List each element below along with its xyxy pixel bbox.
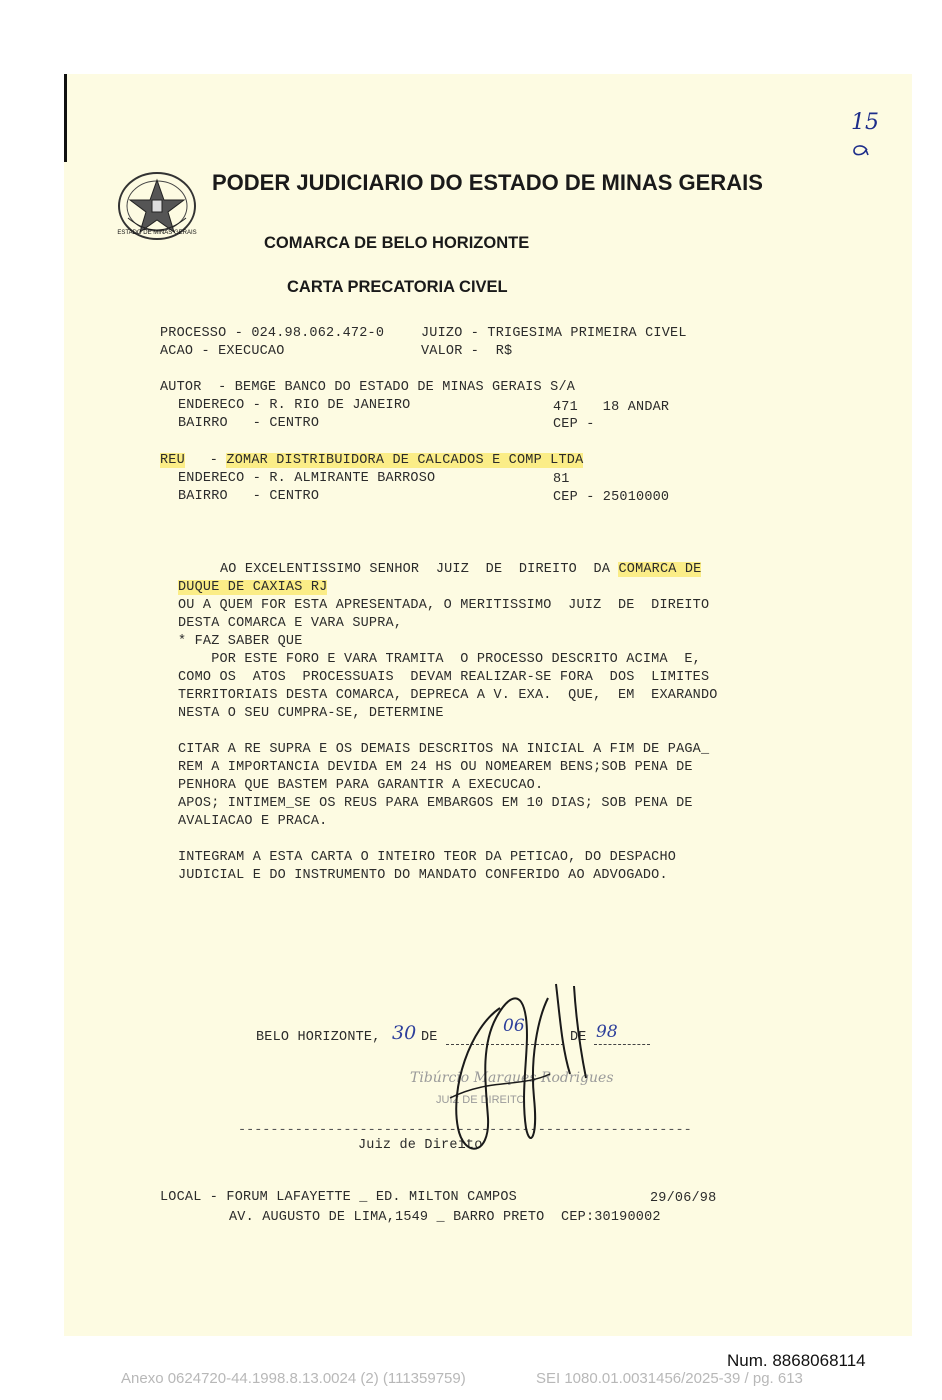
- reu-bairro: BAIRRO - CENTRO: [178, 489, 320, 504]
- signature-role: Juiz de Direito: [358, 1138, 483, 1153]
- greeting-text: AO EXCELENTISSIMO SENHOR JUIZ DE DIREITO DA: [220, 562, 619, 577]
- judge-stamp-role: JUIZ DE DIREITO: [436, 1094, 526, 1106]
- document-type-title: CARTA PRECATORIA CIVEL: [287, 278, 508, 296]
- reu-line: [160, 453, 583, 468]
- signature-day: 30: [392, 1022, 417, 1044]
- reu-cep: CEP - 25010000: [553, 490, 670, 505]
- signature-city: BELO HORIZONTE,: [256, 1030, 381, 1045]
- body-line: DESTA COMARCA E VARA SUPRA,: [178, 616, 403, 631]
- footer-sei: SEI 1080.01.0031456/2025-39 / pg. 613: [536, 1370, 803, 1387]
- body-line: REM A IMPORTANCIA DEVIDA EM 24 HS OU NOMEAREM BENS;SOB PENA DE: [178, 760, 693, 775]
- body-line: POR ESTE FORO E VARA TRAMITA O PROCESSO DESCRITO ACIMA E,: [178, 652, 701, 667]
- greeting-comarca: COMARCA DE: [618, 562, 702, 577]
- footer-num: Num. 8868068114: [727, 1351, 866, 1370]
- body-line: APOS; INTIMEM_SE OS REUS PARA EMBARGOS EM 10 DIAS; SOB PENA DE: [178, 796, 693, 811]
- body-line: JUDICIAL E DO INSTRUMENTO DO MANDATO CONFERIDO AO ADVOGADO.: [178, 868, 668, 883]
- signature-year: 98: [596, 1022, 618, 1042]
- juizo: JUIZO - TRIGESIMA PRIMEIRA CIVEL: [421, 326, 687, 341]
- svg-text:ESTADO DE MINAS GERAIS: ESTADO DE MINAS GERAIS: [117, 230, 197, 236]
- body-line: INTEGRAM A ESTA CARTA O INTEIRO TEOR DA PETICAO, DO DESPACHO: [178, 850, 677, 865]
- handwritten-mark: [850, 142, 872, 158]
- autor-numero: 471 18 ANDAR: [553, 400, 670, 415]
- reu-separator: -: [184, 453, 227, 468]
- signature-line: --------------------------------------------------------: [238, 1123, 692, 1138]
- local-date: 29/06/98: [650, 1191, 717, 1206]
- body-line: * FAZ SABER QUE: [178, 634, 303, 649]
- reu-endereco: ENDERECO - R. ALMIRANTE BARROSO: [178, 471, 436, 486]
- footer-annex: Anexo 0624720-44.1998.8.13.0024 (2) (111359759): [121, 1370, 466, 1387]
- scan-edge-mark: [64, 74, 67, 162]
- judge-stamp-name: Tibúrcio Marques Rodrigues: [410, 1070, 614, 1086]
- body-line: PENHORA QUE BASTEM PARA GARANTIR A EXECUCAO.: [178, 778, 544, 793]
- signature-month: 06: [503, 1016, 525, 1036]
- autor-cep: CEP -: [553, 417, 595, 432]
- reu-numero: 81: [553, 472, 570, 487]
- body-line: OU A QUEM FOR ESTA APRESENTADA, O MERITISSIMO JUIZ DE DIREITO: [178, 598, 710, 613]
- reu-label: REU: [160, 453, 185, 468]
- comarca-title: COMARCA DE BELO HORIZONTE: [264, 234, 530, 252]
- body-line: COMO OS ATOS PROCESSUAIS DEVAM REALIZAR-SE FORA DOS LIMITES: [178, 670, 710, 685]
- local-line: LOCAL - FORUM LAFAYETTE _ ED. MILTON CAMPOS: [160, 1190, 517, 1205]
- signature-de-2: DE: [570, 1030, 587, 1045]
- acao: ACAO - EXECUCAO: [160, 344, 285, 359]
- processo-number: PROCESSO - 024.98.062.472-0: [160, 326, 385, 341]
- greeting-line: [220, 562, 701, 577]
- autor-bairro: BAIRRO - CENTRO: [178, 416, 320, 431]
- reu-name: ZOMAR DISTRIBUIDORA DE CALCADOS E COMP LTDA: [226, 453, 584, 468]
- body-line: AVALIACAO E PRACA.: [178, 814, 328, 829]
- local-address: AV. AUGUSTO DE LIMA,1549 _ BARRO PRETO CEP:30190002: [229, 1210, 661, 1225]
- valor: VALOR - R$: [421, 344, 513, 359]
- autor-endereco: ENDERECO - R. RIO DE JANEIRO: [178, 398, 411, 413]
- body-line: NESTA O SEU CUMPRA-SE, DETERMINE: [178, 706, 444, 721]
- institution-title: PODER JUDICIARIO DO ESTADO DE MINAS GERAIS: [212, 170, 763, 195]
- greeting-comarca-line: [178, 580, 327, 595]
- body-line: CITAR A RE SUPRA E OS DEMAIS DESCRITOS NA INICIAL A FIM DE PAGA_: [178, 742, 710, 757]
- body-line: TERRITORIAIS DESTA COMARCA, DEPRECA A V. EXA. QUE, EM EXARANDO: [178, 688, 718, 703]
- handwritten-signature: [430, 978, 610, 1168]
- handwritten-page-number: 15: [851, 110, 879, 135]
- state-seal-icon: [116, 170, 198, 242]
- signature-de-1: DE: [421, 1030, 438, 1045]
- greeting-comarca-city: DUQUE DE CAXIAS RJ: [178, 580, 328, 595]
- autor-line: AUTOR - BEMGE BANCO DO ESTADO DE MINAS GERAIS S/A: [160, 380, 576, 395]
